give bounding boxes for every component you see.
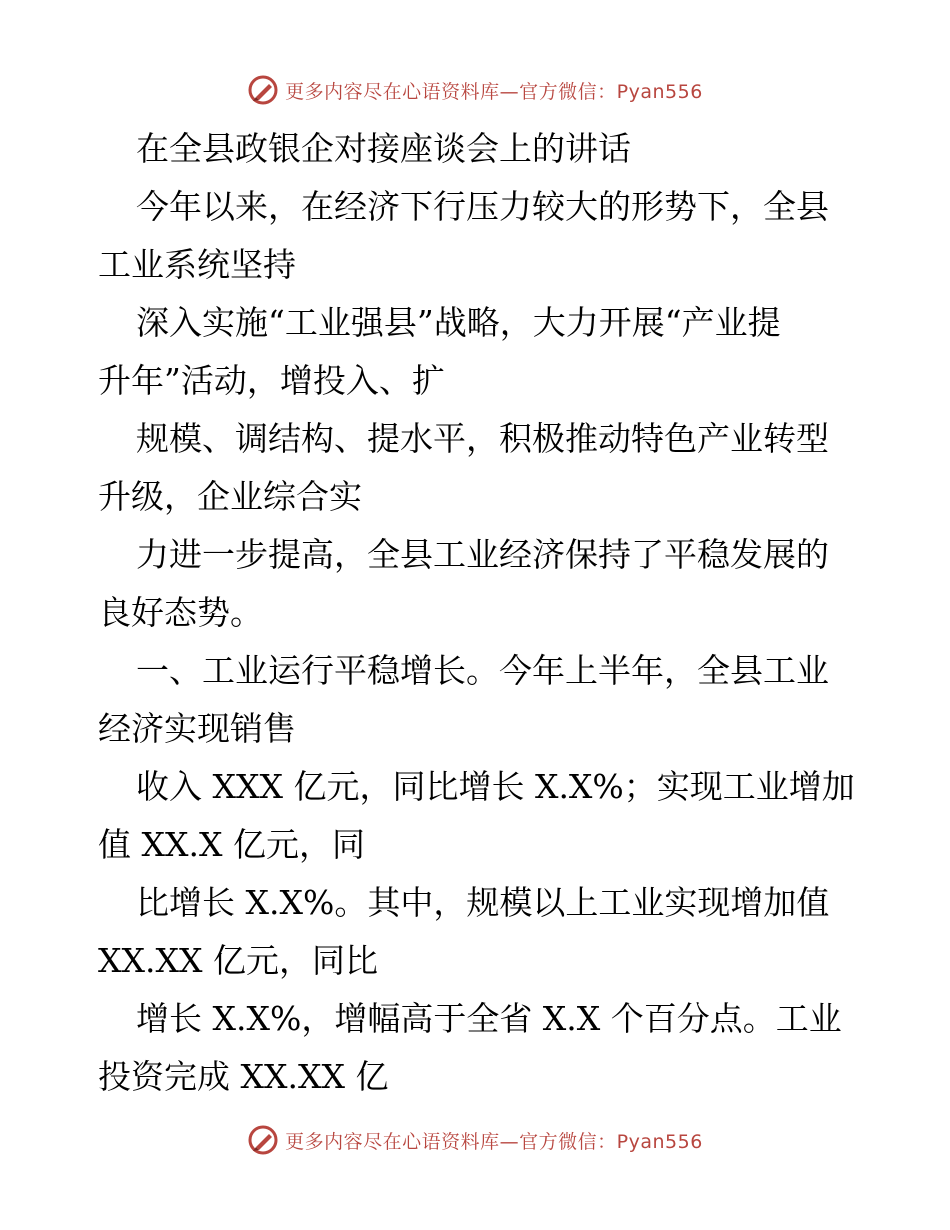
doc-line: 今年以来，在经济下行压力较大的形势下，全县 — [136, 187, 829, 226]
doc-line: 深入实施“工业强县”战略，大力开展“产业提 — [136, 303, 781, 342]
pen-logo-icon — [247, 74, 279, 106]
doc-line: 增长 X.X%，增幅高于全省 X.X 个百分点。工业 — [136, 999, 842, 1038]
document-body — [98, 120, 858, 1106]
doc-line: 良好态势。 — [98, 593, 263, 632]
watermark-text: 更多内容尽在心语资料库—官方微信：Pyan556 — [285, 1130, 703, 1153]
doc-line: 比增长 X.X%。其中，规模以上工业实现增加值 — [136, 883, 830, 922]
doc-line: 收入 XXX 亿元，同比增长 X.X%；实现工业增加 — [136, 767, 855, 806]
doc-title: 在全县政银企对接座谈会上的讲话 — [136, 129, 631, 168]
doc-line: 升级，企业综合实 — [98, 477, 362, 516]
watermark-banner-bottom — [0, 1120, 950, 1160]
doc-line: 升年”活动，增投入、扩 — [98, 361, 445, 400]
watermark-banner-top — [0, 70, 950, 110]
pen-logo-icon — [247, 1124, 279, 1156]
watermark-text: 更多内容尽在心语资料库—官方微信：Pyan556 — [285, 80, 703, 103]
doc-line: 工业系统坚持 — [98, 245, 296, 284]
doc-line: 投资完成 XX.XX 亿 — [98, 1057, 389, 1096]
doc-line: 经济实现销售 — [98, 709, 296, 748]
doc-line: 规模、调结构、提水平，积极推动特色产业转型 — [136, 419, 829, 458]
doc-line: 值 XX.X 亿元，同 — [98, 825, 365, 864]
doc-line: 一、工业运行平稳增长。今年上半年，全县工业 — [136, 651, 829, 690]
doc-line: XX.XX 亿元，同比 — [98, 941, 378, 980]
doc-line: 力进一步提高，全县工业经济保持了平稳发展的 — [136, 535, 829, 574]
